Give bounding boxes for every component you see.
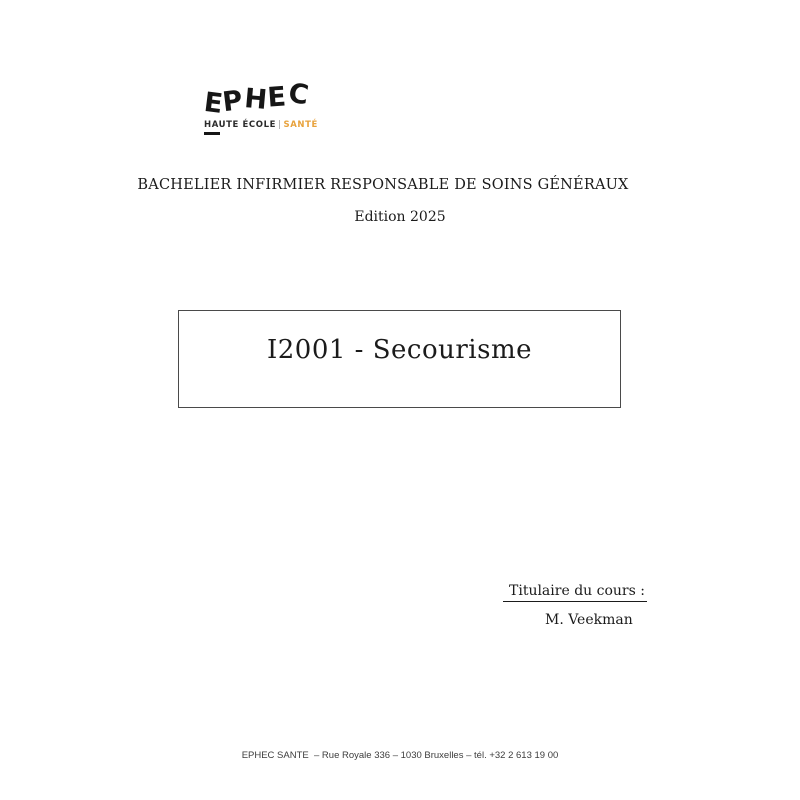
logo-letter: C [286,77,313,112]
instructor-label: Titulaire du cours : [503,583,647,602]
course-title-box [178,310,621,408]
logo-subtitle-department: SANTÉ [283,120,318,130]
course-title: I2001 - Secourisme [266,335,533,365]
logo-letter: E [202,86,226,121]
logo-subtitle-school: HAUTE ÉCOLE [204,120,276,130]
logo-letter: E [266,81,288,114]
instructor-name: M. Veekman [545,612,633,628]
logo-subtitle-separator: | [278,120,282,130]
logo-letter: P [221,84,246,119]
program-title: BACHELIER INFIRMIER RESPONSABLE DE SOINS GÉNÉRAUX [137,177,629,193]
logo-letter: H [243,83,270,116]
logo-underline-bar [204,132,220,135]
edition-label: Edition 2025 [354,209,446,225]
ephec-logo-wordmark [202,77,318,121]
footer-contact-line: EPHEC SANTE – Rue Royale 336 – 1030 Bruxelles – tél. +32 2 613 19 00 [241,750,559,761]
logo-subtitle [204,120,318,130]
ephec-logo [202,77,318,135]
